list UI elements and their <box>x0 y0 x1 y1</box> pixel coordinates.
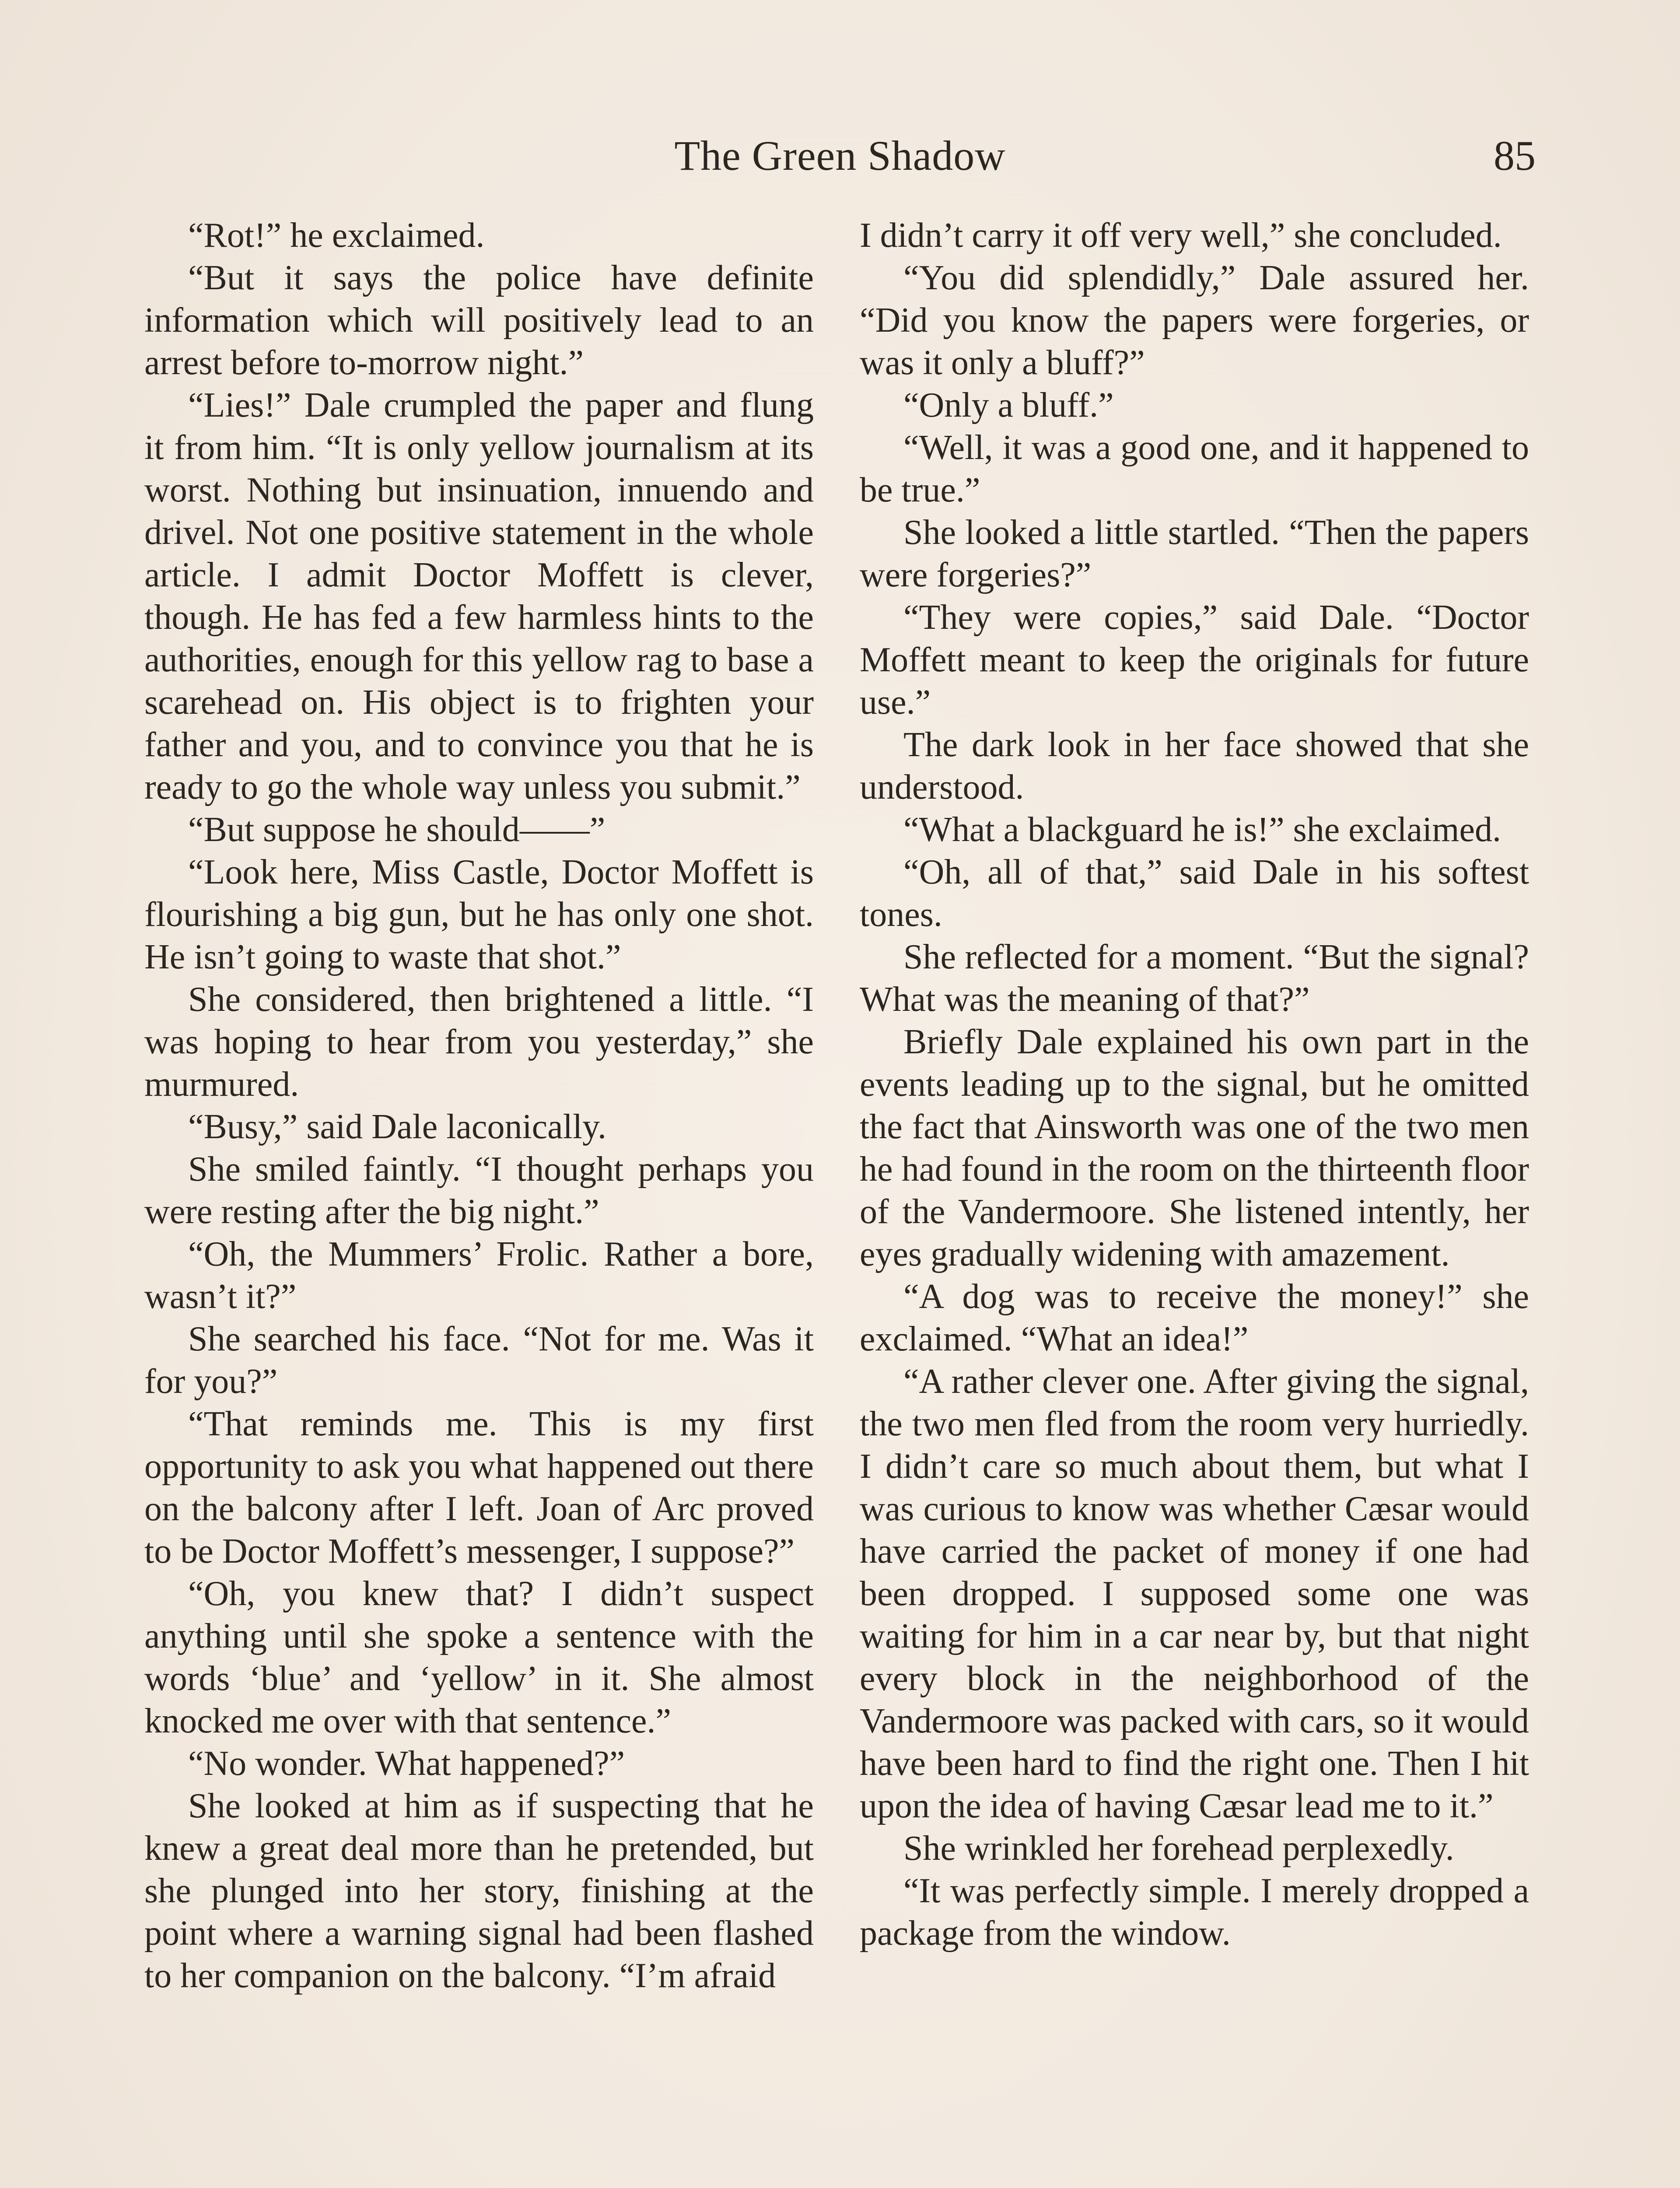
running-title: The Green Shadow <box>674 132 1006 179</box>
paragraph: “That reminds me. This is my first opportunity to ask you what happened out there on the balcony after I left. Joan of Arc proved to be Doctor Moffett’s messenger, I suppose?” <box>144 1405 814 1571</box>
left-column <box>144 214 814 1997</box>
paragraph: “No wonder. What happened?” <box>188 1744 625 1783</box>
paragraph: “A dog was to receive the money!” she exclaimed. “What an idea!” <box>860 1277 1529 1358</box>
paragraph: “Lies!” Dale crumpled the paper and flung it from him. “It is only yellow journalism at its worst. Nothing but insinuation, innuendo and drivel. Not one positive statement in the whole article. I admit Doctor Moffett is clever, though. He has fed a few harmless hints to the authorities, enough for this yellow rag to base a scarehead on. His object is to frighten your father and you, and to convince you that he is ready to go the whole way unless you submit.” <box>144 386 814 806</box>
right-column <box>860 214 1529 1955</box>
paragraph: “Well, it was a good one, and it happened to be true.” <box>860 428 1529 509</box>
paragraph: “Oh, you knew that? I didn’t suspect anything until she spoke a sentence with the words ‘blue’ and ‘yellow’ in it. She almost knocked me over with that sentence.” <box>144 1574 814 1740</box>
paragraph: The dark look in her face showed that she understood. <box>860 726 1529 806</box>
paragraph: She wrinkled her forehead perplexedly. <box>903 1829 1454 1868</box>
paragraph: She considered, then brightened a little. “I was hoping to hear from you yesterday,” she murmured. <box>144 980 814 1104</box>
paragraph: “Oh, all of that,” said Dale in his softest tones. <box>860 853 1529 934</box>
paragraph: “A rather clever one. After giving the signal, the two men fled from the room very hurriedly. I didn’t care so much about them, but what I was curious to know was whether Cæsar would have carried the packet of money if one had been dropped. I supposed some one was waiting for him in a car near by, but that night every block in the neighborhood of the Vandermoore was packed with cars, so it would have been hard to find the right one. Then I hit upon the idea of having Cæsar lead me to it.” <box>860 1362 1529 1825</box>
paragraph: “Only a bluff.” <box>903 386 1114 424</box>
paragraph: She reflected for a moment. “But the signal? What was the meaning of that?” <box>860 938 1529 1019</box>
paragraph: “They were copies,” said Dale. “Doctor Moffett meant to keep the originals for future use.” <box>860 598 1529 722</box>
page-number: 85 <box>1494 132 1536 179</box>
paragraph: “It was perfectly simple. I merely dropped a package from the window. <box>860 1872 1529 1953</box>
paragraph: “You did splendidly,” Dale assured her. “Did you know the papers were forgeries, or was it only a bluff?” <box>860 259 1529 382</box>
paragraph: “Look here, Miss Castle, Doctor Moffett is flourishing a big gun, but he has only one shot. He isn’t going to waste that shot.” <box>144 853 814 976</box>
paragraph: “Rot!” he exclaimed. <box>188 216 485 255</box>
paragraph: She looked a little startled. “Then the papers were forgeries?” <box>860 513 1529 594</box>
paragraph: “Busy,” said Dale laconically. <box>188 1108 606 1146</box>
paragraph: “But suppose he should——” <box>188 810 606 849</box>
paragraph: Briefly Dale explained his own part in the events leading up to the signal, but he omitted the fact that Ainsworth was one of the two men he had found in the room on the thirteenth floor of the Vandermoore. She listened intently, her eyes gradually widening with amazement. <box>860 1023 1529 1273</box>
paragraph: “What a blackguard he is!” she exclaimed. <box>903 810 1502 849</box>
paragraph: She searched his face. “Not for me. Was it for you?” <box>144 1320 814 1401</box>
paragraph: “But it says the police have definite information which will positively lead to an arrest before to-morrow night.” <box>144 259 814 382</box>
paragraph: She smiled faintly. “I thought perhaps you were resting after the big night.” <box>144 1150 814 1231</box>
paragraph: I didn’t carry it off very well,” she concluded. <box>860 216 1502 255</box>
paragraph: “Oh, the Mummers’ Frolic. Rather a bore, wasn’t it?” <box>144 1235 814 1316</box>
paragraph: She looked at him as if suspecting that he knew a great deal more than he pretended, but she plunged into her story, finishing at the point where a warning signal had been flashed to her companion on the balcony. “I’m afraid <box>144 1787 814 1995</box>
running-head <box>144 131 1536 188</box>
